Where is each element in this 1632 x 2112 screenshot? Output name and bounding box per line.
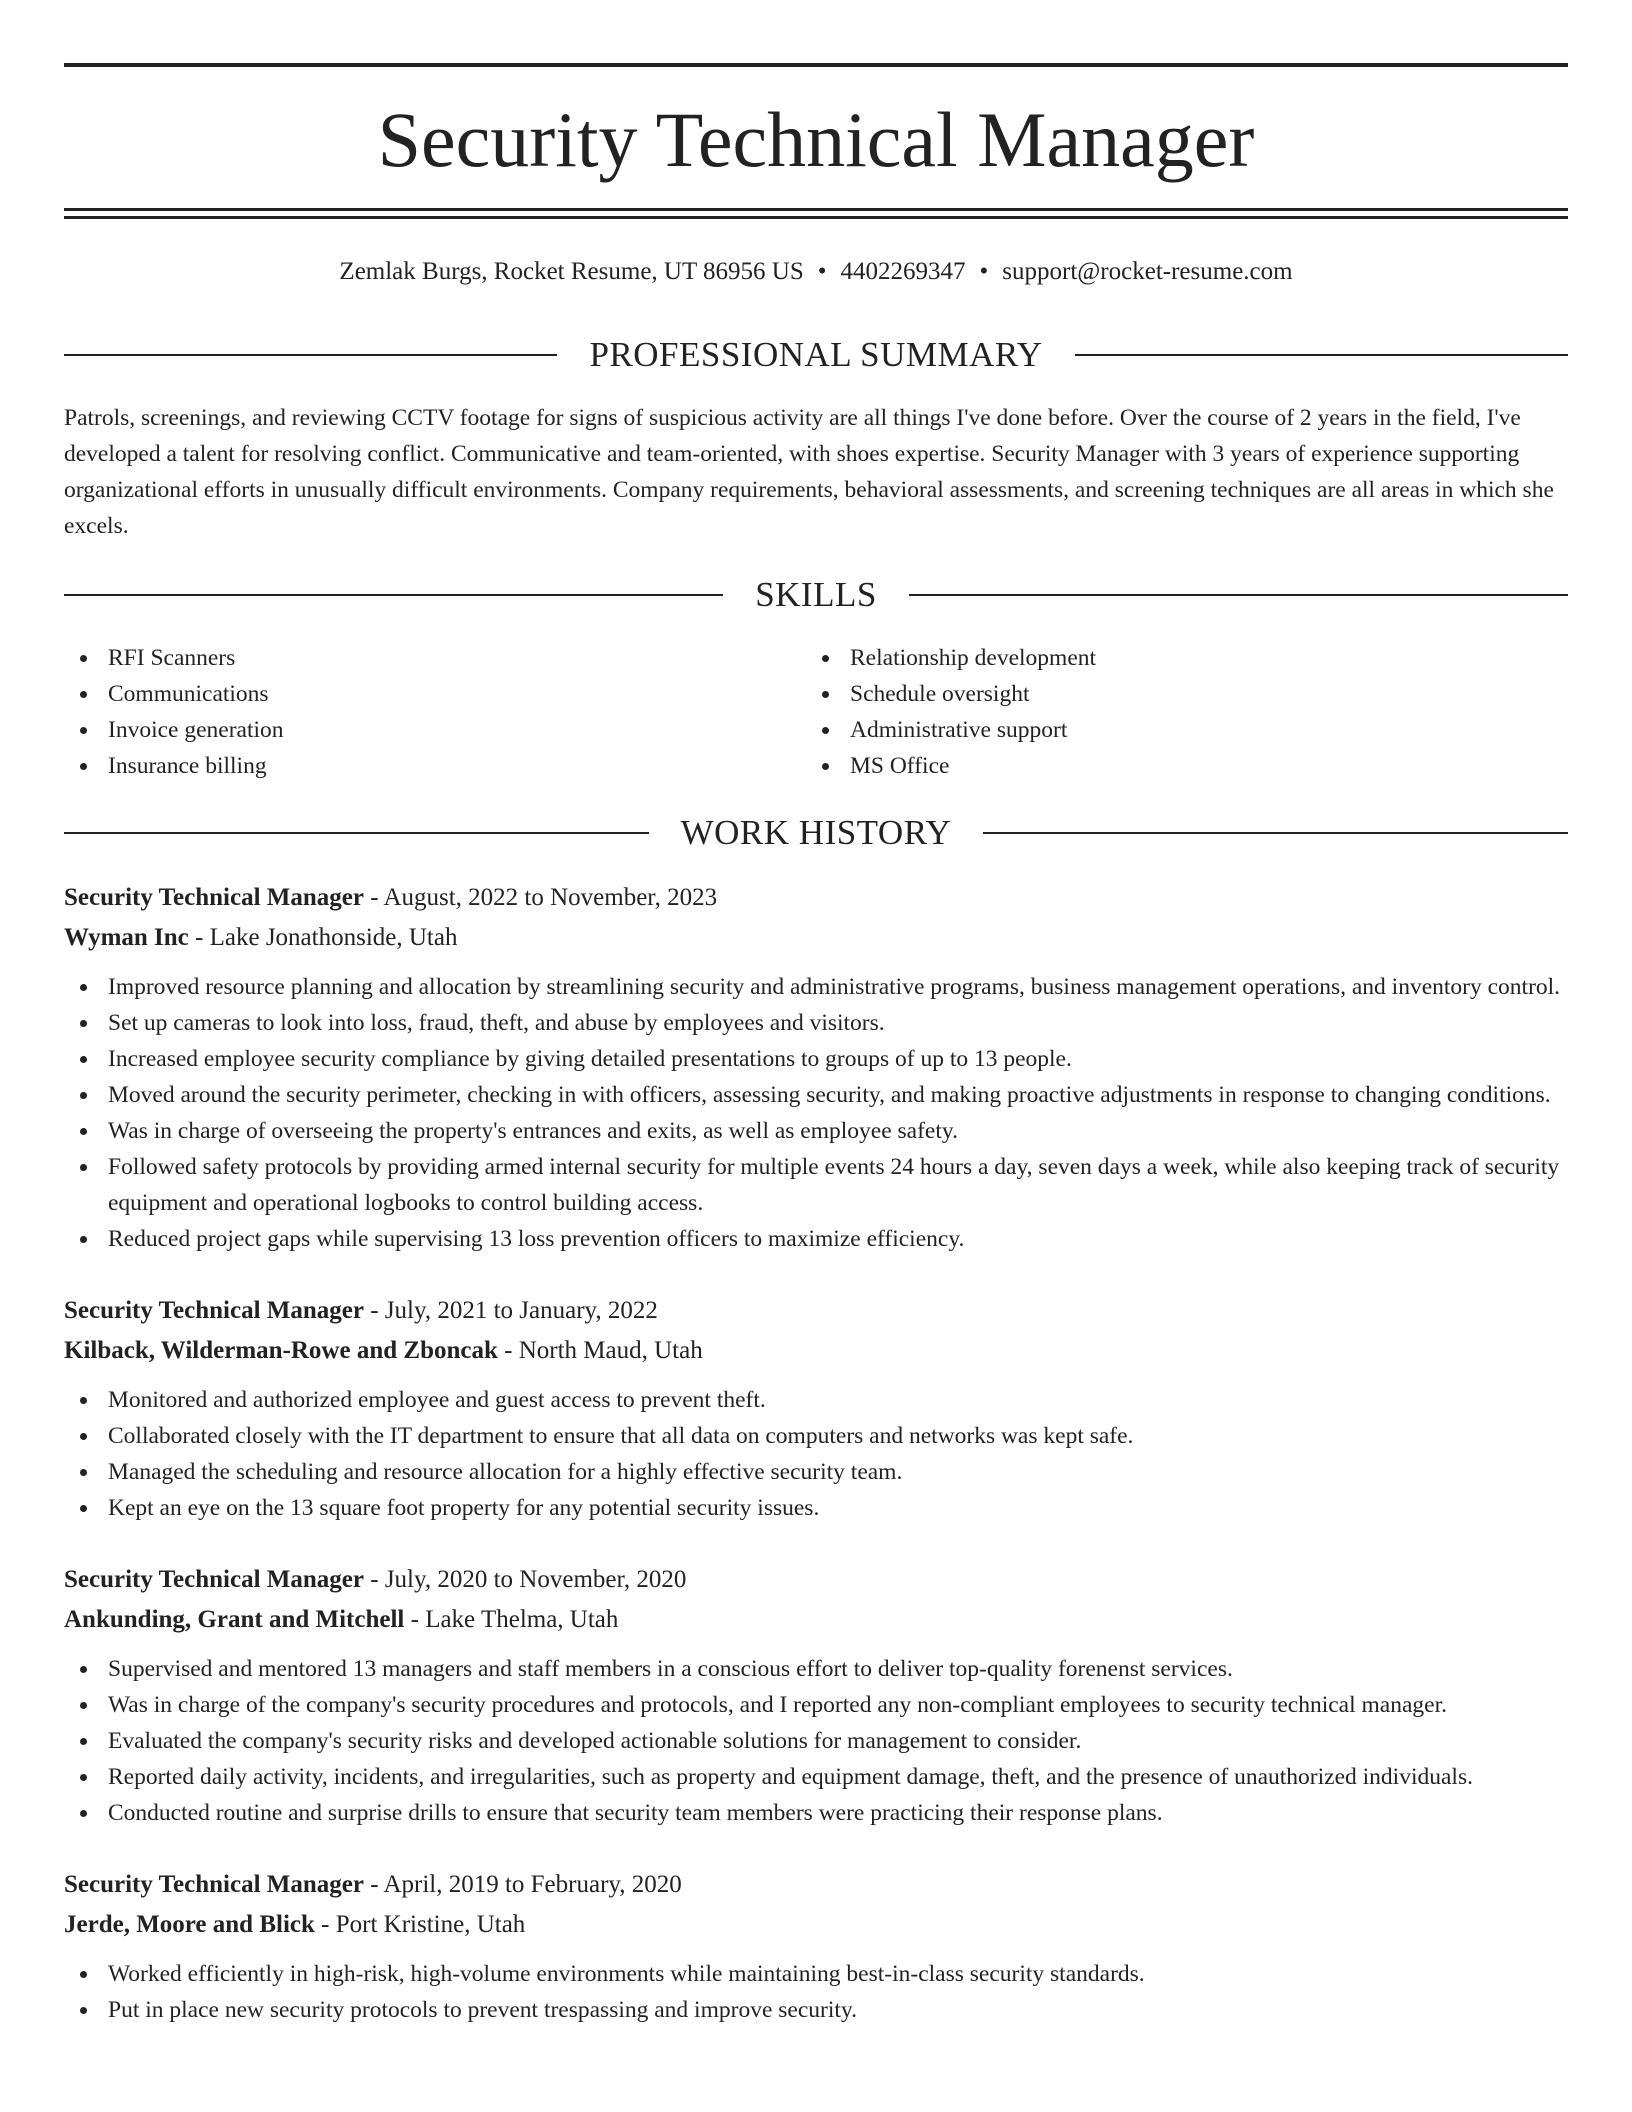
job-bullet: Set up cameras to look into loss, fraud, theft, and abuse by employees and visitors. bbox=[64, 1005, 1568, 1041]
skill-item: Relationship development bbox=[806, 640, 1548, 676]
job-dates: August, 2022 to November, 2023 bbox=[383, 884, 718, 911]
job-company-line: Wyman Inc - Lake Jonathonside, Utah bbox=[64, 924, 458, 951]
job-dates: April, 2019 to February, 2020 bbox=[383, 1871, 682, 1898]
contact-separator: • bbox=[979, 258, 989, 285]
job-entry bbox=[64, 1865, 1568, 2028]
job-entry bbox=[64, 1560, 1568, 1831]
job-title-line: Security Technical Manager - April, 2019 to February, 2020 bbox=[64, 1871, 682, 1898]
heading-rule-right bbox=[909, 594, 1568, 596]
skill-item: MS Office bbox=[806, 748, 1548, 784]
work-heading bbox=[64, 811, 1568, 855]
job-bullet: Evaluated the company's security risks and developed actionable solutions for management to consider. bbox=[64, 1723, 1568, 1759]
job-location: Port Kristine, Utah bbox=[335, 1911, 526, 1938]
job-bullet: Followed safety protocols by providing armed internal security for multiple events 24 hours a day, seven days a week, while also keeping track of security equipment and operational logbooks to control building access. bbox=[64, 1149, 1568, 1221]
job-bullet: Moved around the security perimeter, checking in with officers, assessing security, and making proactive adjustments in response to changing conditions. bbox=[64, 1077, 1568, 1113]
contact-line bbox=[64, 255, 1568, 289]
contact-phone: 4402269347 bbox=[840, 258, 966, 285]
heading-rule-left bbox=[64, 832, 649, 834]
skill-item: Invoice generation bbox=[64, 712, 806, 748]
job-company: Wyman Inc bbox=[64, 924, 189, 951]
job-title: Security Technical Manager bbox=[64, 1871, 364, 1898]
job-location: Lake Thelma, Utah bbox=[425, 1606, 619, 1633]
work-heading-label: WORK HISTORY bbox=[680, 813, 952, 852]
job-bullet: Supervised and mentored 13 managers and staff members in a conscious effort to deliver top-quality forenenst services. bbox=[64, 1651, 1568, 1687]
job-company: Jerde, Moore and Blick bbox=[64, 1911, 315, 1938]
job-bullet: Reported daily activity, incidents, and irregularities, such as property and equipment damage, theft, and the presence of unauthorized individuals. bbox=[64, 1759, 1568, 1795]
job-bullets bbox=[64, 969, 1568, 1257]
job-bullet: Was in charge of the company's security procedures and protocols, and I reported any non-compliant employees to security technical manager. bbox=[64, 1687, 1568, 1723]
job-company: Kilback, Wilderman-Rowe and Zboncak bbox=[64, 1337, 498, 1364]
job-bullet: Monitored and authorized employee and guest access to prevent theft. bbox=[64, 1382, 1568, 1418]
summary-heading-label: PROFESSIONAL SUMMARY bbox=[589, 335, 1043, 374]
job-title: Security Technical Manager bbox=[64, 1297, 364, 1324]
heading-rule-right bbox=[983, 832, 1568, 834]
job-bullet: Reduced project gaps while supervising 13 loss prevention officers to maximize efficiency. bbox=[64, 1221, 1568, 1257]
job-dates: July, 2020 to November, 2020 bbox=[384, 1566, 687, 1593]
job-bullet: Put in place new security protocols to prevent trespassing and improve security. bbox=[64, 1992, 1568, 2028]
job-title: Security Technical Manager bbox=[64, 884, 364, 911]
job-dates: July, 2021 to January, 2022 bbox=[384, 1297, 658, 1324]
skills-column-left bbox=[64, 640, 806, 784]
skill-item: Schedule oversight bbox=[806, 676, 1548, 712]
contact-separator: • bbox=[817, 258, 827, 285]
top-rule bbox=[64, 63, 1568, 67]
job-title-line: Security Technical Manager - August, 2022 to November, 2023 bbox=[64, 884, 718, 911]
work-history bbox=[64, 878, 1568, 2062]
job-bullet: Worked efficiently in high-risk, high-volume environments while maintaining best-in-class security standards. bbox=[64, 1956, 1568, 1992]
job-bullet: Was in charge of overseeing the property's entrances and exits, as well as employee safety. bbox=[64, 1113, 1568, 1149]
job-company: Ankunding, Grant and Mitchell bbox=[64, 1606, 405, 1633]
job-bullet: Managed the scheduling and resource allocation for a highly effective security team. bbox=[64, 1454, 1568, 1490]
skill-item: RFI Scanners bbox=[64, 640, 806, 676]
job-title-line: Security Technical Manager - July, 2020 to November, 2020 bbox=[64, 1566, 687, 1593]
job-company-line: Jerde, Moore and Blick - Port Kristine, Utah bbox=[64, 1911, 526, 1938]
job-bullet: Kept an eye on the 13 square foot property for any potential security issues. bbox=[64, 1490, 1568, 1526]
job-bullet: Increased employee security compliance by giving detailed presentations to groups of up to 13 people. bbox=[64, 1041, 1568, 1077]
job-company-line: Kilback, Wilderman-Rowe and Zboncak - North Maud, Utah bbox=[64, 1337, 703, 1364]
contact-email: support@rocket-resume.com bbox=[1002, 258, 1293, 285]
skills-heading bbox=[64, 573, 1568, 617]
job-bullet: Collaborated closely with the IT department to ensure that all data on computers and networks was kept safe. bbox=[64, 1418, 1568, 1454]
job-bullets bbox=[64, 1382, 1568, 1526]
job-bullets bbox=[64, 1956, 1568, 2028]
contact-address: Zemlak Burgs, Rocket Resume, UT 86956 US bbox=[339, 258, 804, 285]
job-entry bbox=[64, 1291, 1568, 1526]
heading-rule-left bbox=[64, 594, 723, 596]
skills-column-right bbox=[806, 640, 1548, 784]
page-title: Security Technical Manager bbox=[377, 96, 1255, 183]
skills-heading-label: SKILLS bbox=[755, 575, 877, 614]
job-title-line: Security Technical Manager - July, 2021 to January, 2022 bbox=[64, 1297, 658, 1324]
job-title: Security Technical Manager bbox=[64, 1566, 364, 1593]
heading-rule-right bbox=[1075, 354, 1568, 356]
job-company-line: Ankunding, Grant and Mitchell - Lake Thelma, Utah bbox=[64, 1606, 619, 1633]
job-bullets bbox=[64, 1651, 1568, 1831]
heading-rule-left bbox=[64, 354, 557, 356]
job-bullet: Improved resource planning and allocation by streamlining security and administrative programs, business management operations, and inventory control. bbox=[64, 969, 1568, 1005]
job-bullet: Conducted routine and surprise drills to ensure that security team members were practicing their response plans. bbox=[64, 1795, 1568, 1831]
skills-list bbox=[64, 640, 1568, 784]
skill-item: Administrative support bbox=[806, 712, 1548, 748]
title-rule-lower bbox=[64, 216, 1568, 219]
skill-item: Insurance billing bbox=[64, 748, 806, 784]
summary-text: Patrols, screenings, and reviewing CCTV footage for signs of suspicious activity are all things I've done before. Over the course of 2 years in the field, I've developed a talent for resolving conflict. Communicative and team-oriented, with shoes expertise. Security Manager with 3 years of experience supporting organizational efforts in unusually difficult environments. Company requirements, behavioral assessments, and screening techniques are all areas in which she excels. bbox=[64, 405, 1554, 539]
summary-heading bbox=[64, 333, 1568, 377]
job-location: Lake Jonathonside, Utah bbox=[209, 924, 458, 951]
job-location: North Maud, Utah bbox=[518, 1337, 703, 1364]
job-entry bbox=[64, 878, 1568, 1257]
title-rule-upper bbox=[64, 208, 1568, 211]
skill-item: Communications bbox=[64, 676, 806, 712]
